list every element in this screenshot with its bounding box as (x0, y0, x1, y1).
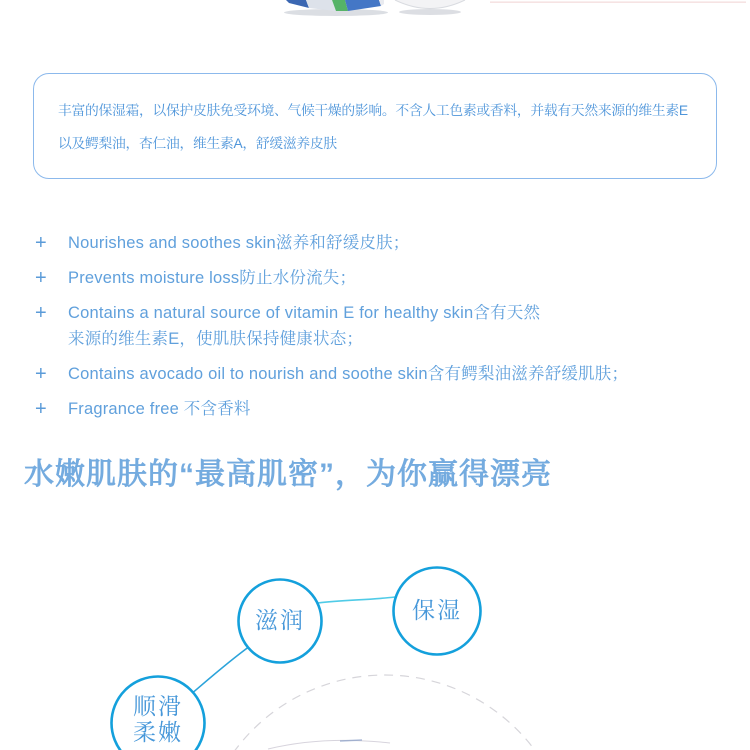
bubble-label-smooth-line2: 柔嫩 (133, 719, 183, 745)
bubble-label-smooth (108, 693, 208, 745)
faint-jar-top-fragment (340, 740, 362, 741)
bubble-label-moisturize: 滋润 (255, 607, 305, 633)
faint-divider-line (490, 2, 746, 3)
product-photo-fragment (0, 0, 750, 20)
feature-item-text: Contains a natural source of vitamin E for healthy skin含有天然 来源的维生素E，使肌肤保持健康状态； (68, 304, 541, 348)
faint-jar-top-fragment (268, 740, 390, 749)
product-box-bottom-fragment (284, 0, 388, 16)
plus-marker: + (35, 363, 47, 385)
plus-marker: + (35, 232, 47, 254)
connector-line-cyan (318, 597, 395, 603)
feature-item (0, 396, 720, 422)
feature-item-text: Prevents moisture loss防止水份流失； (68, 269, 357, 287)
slogan-headline: 水嫩肌肤的“最高肌密”，为你赢得漂亮 (24, 458, 552, 491)
intro-box (33, 73, 717, 179)
bubble-label-smooth-line1: 顺滑 (133, 693, 183, 719)
feature-item (0, 230, 720, 256)
plus-marker: + (35, 302, 47, 324)
dashed-circle (198, 675, 572, 750)
feature-item-text: Contains avocado oil to nourish and soothe skin含有鳄梨油滋养舒缓肌肤； (68, 365, 629, 383)
intro-text-line1: 丰富的保湿霜，以保护皮肤免受环境、气候干燥的影响。不含人工色素或香料，并载有天然来源的维生素E (58, 103, 688, 118)
feature-list (0, 230, 720, 431)
bubble-label-hydrate: 保湿 (412, 597, 462, 623)
plus-marker: + (35, 267, 47, 289)
cream-jar-bottom-fragment (395, 0, 465, 15)
connector-line-blue (190, 646, 250, 695)
feature-item (0, 361, 720, 387)
feature-item-text: Fragrance free 不含香料 (68, 400, 251, 418)
feature-item (0, 265, 720, 291)
feature-item-text: Nourishes and soothes skin滋养和舒缓皮肤； (68, 234, 410, 252)
feature-item (0, 300, 720, 352)
intro-text-line2: 以及鳄梨油，杏仁油，维生素A，舒缓滋养皮肤 (58, 136, 337, 151)
plus-marker: + (35, 398, 47, 420)
